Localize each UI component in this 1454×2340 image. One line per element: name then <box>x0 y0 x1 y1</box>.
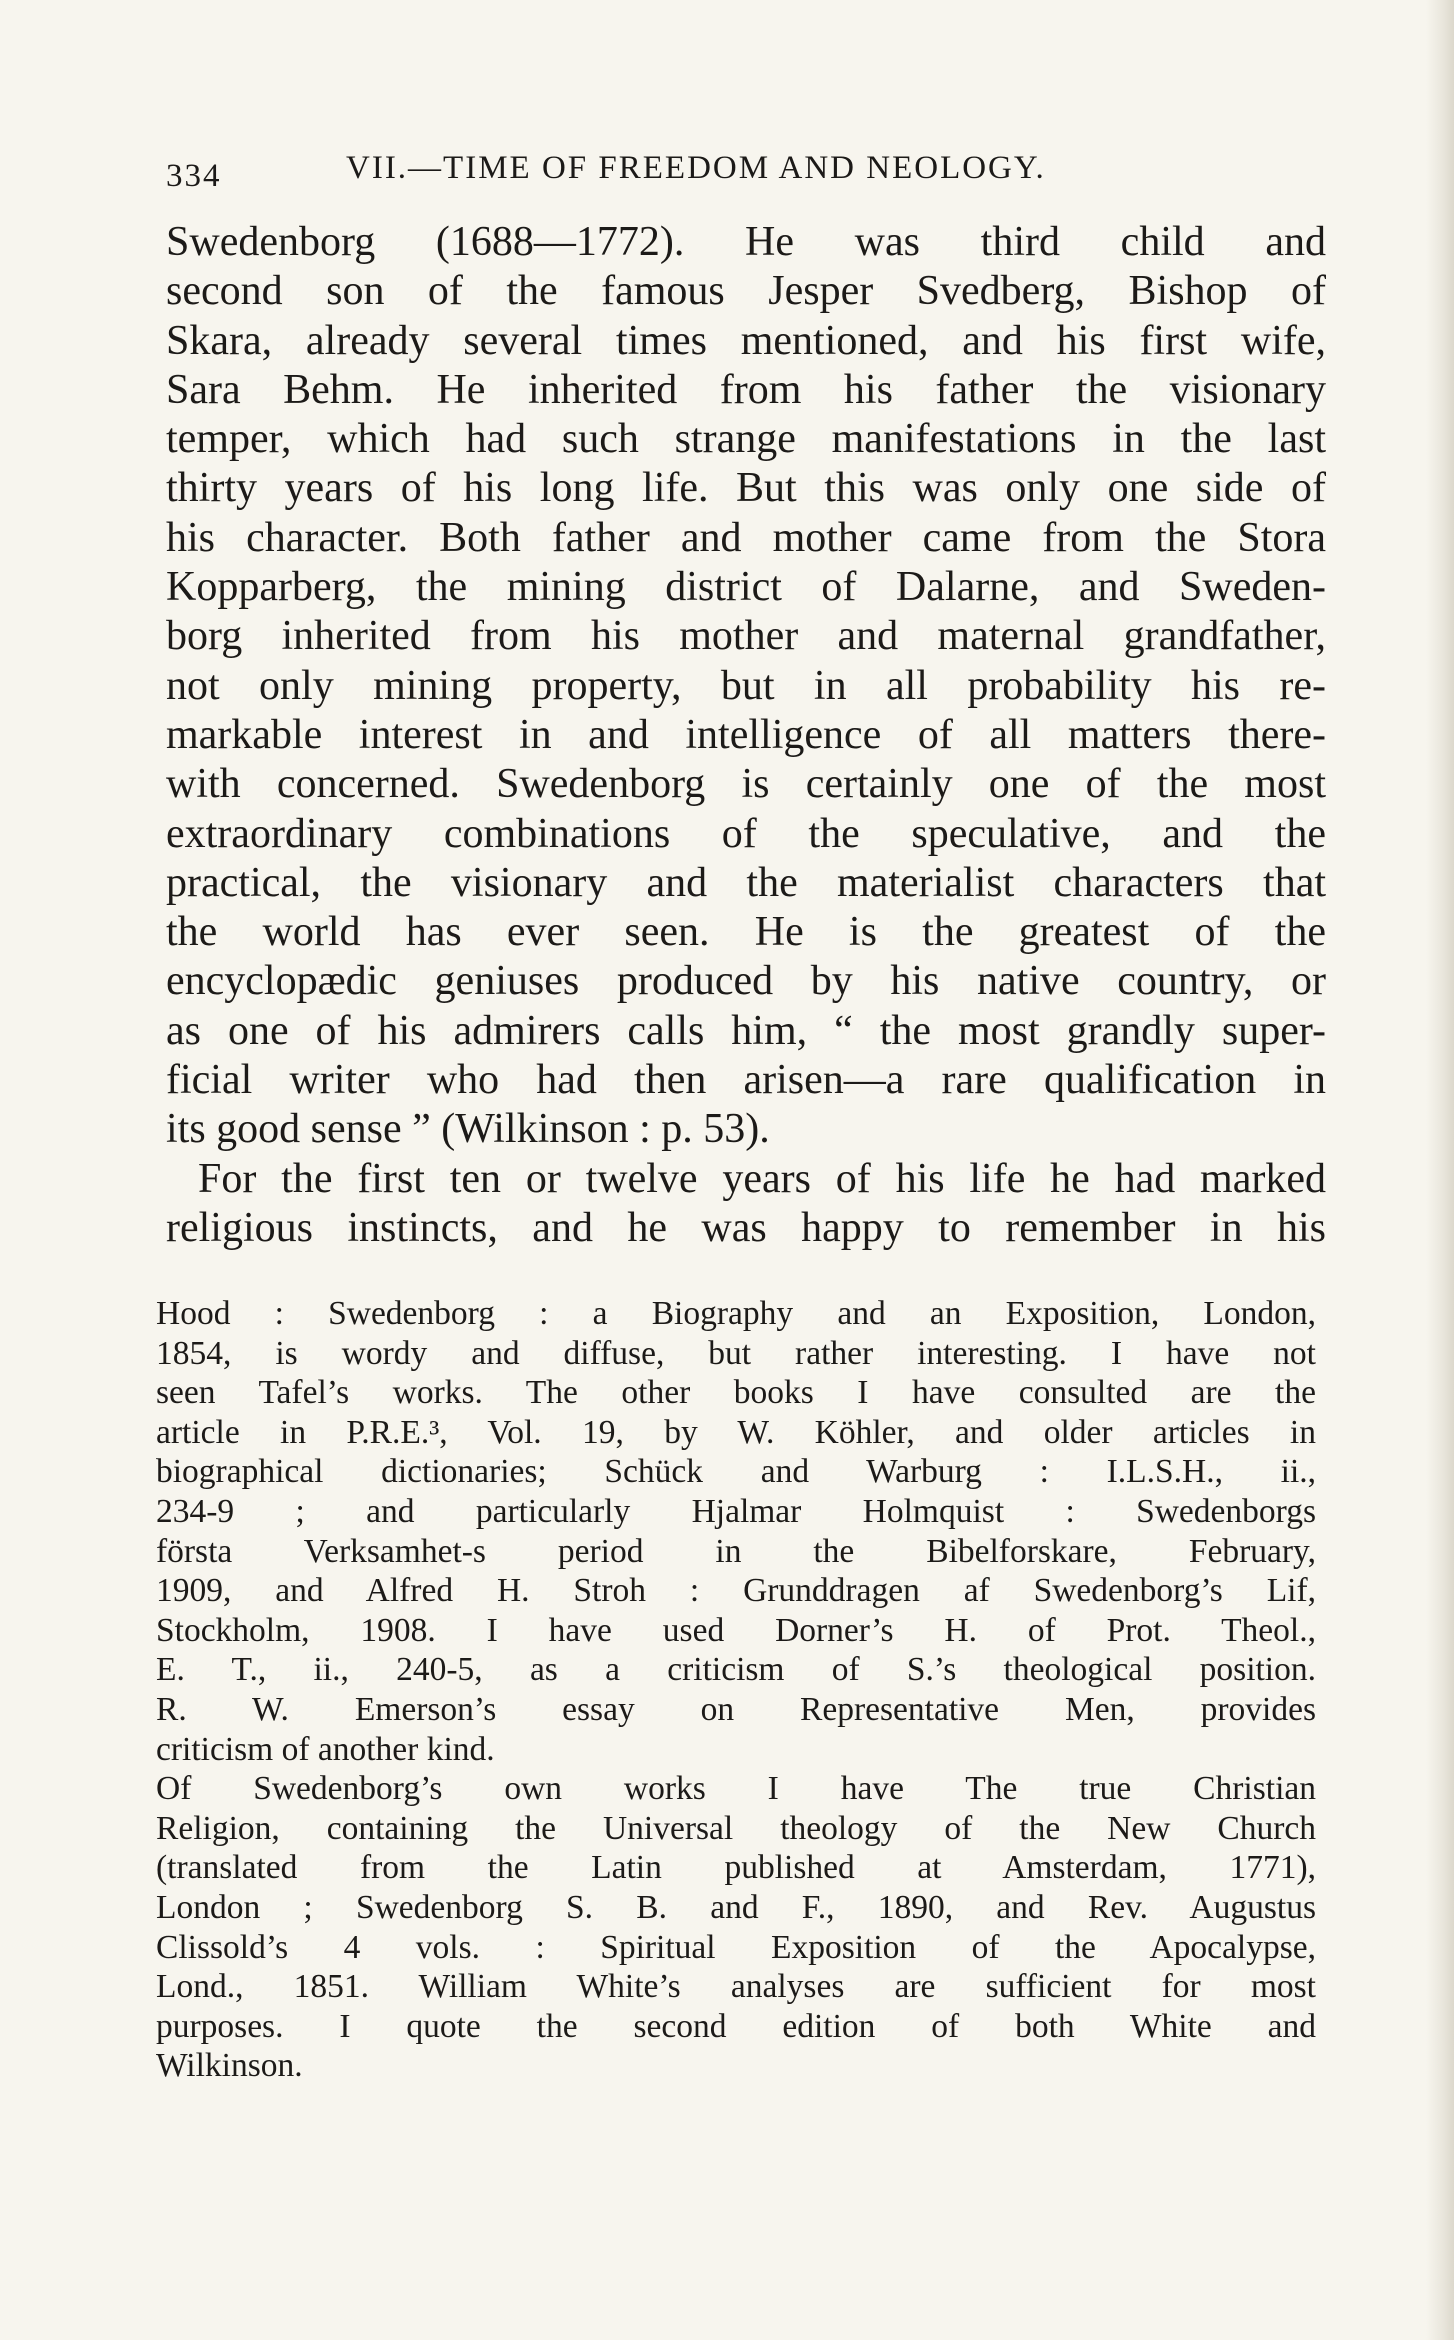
footnote-line: första Verksamhet-s period in the Bibelforskare, February, <box>156 1532 1316 1570</box>
footnote-line: 234-9 ; and particularly Hjalmar Holmquist : Swedenborgs <box>156 1492 1316 1530</box>
body-line: the world has ever seen. He is the greatest of the <box>166 909 1326 956</box>
body-line: Kopparberg, the mining district of Dalarne, and Sweden- <box>166 564 1326 611</box>
footnote-line: (translated from the Latin published at Amsterdam, 1771), <box>156 1849 1316 1887</box>
body-line: markable interest in and intelligence of all matters there- <box>166 711 1326 758</box>
footnote-line: R. W. Emerson’s essay on Representative Men, provides <box>156 1690 1316 1728</box>
footnote-line: London ; Swedenborg S. B. and F., 1890, and Rev. Augustus <box>156 1888 1316 1926</box>
body-line: practical, the visionary and the materialist characters that <box>166 859 1326 906</box>
footnote-line: Stockholm, 1908. I have used Dorner’s H. of Prot. Theol., <box>156 1611 1316 1649</box>
body-line: Skara, already several times mentioned, and his first wife, <box>166 317 1326 364</box>
body-line: temper, which had such strange manifestations in the last <box>166 416 1326 463</box>
footnote-line: 1909, and Alfred H. Stroh : Grunddragen af Swedenborg’s Lif, <box>156 1572 1316 1610</box>
body-line: encyclopædic geniuses produced by his native country, or <box>166 958 1326 1005</box>
body-line: not only mining property, but in all probability his re- <box>166 662 1326 709</box>
body-line: his character. Both father and mother came from the Stora <box>166 514 1326 561</box>
page-number: 334 <box>166 158 222 194</box>
body-line: borg inherited from his mother and maternal grandfather, <box>166 613 1326 660</box>
footnote-line: E. T., ii., 240-5, as a criticism of S.’s theological position. <box>156 1651 1316 1689</box>
body-line: For the first ten or twelve years of his life he had marked <box>198 1155 1326 1202</box>
footnote-line: seen Tafel’s works. The other books I have consulted are the <box>156 1374 1316 1412</box>
footnotes <box>156 1294 1316 2086</box>
body-line: religious instincts, and he was happy to remember in his <box>166 1204 1326 1251</box>
body-line: second son of the famous Jesper Svedberg, Bishop of <box>166 268 1326 315</box>
body-line: as one of his admirers calls him, “ the most grandly super- <box>166 1007 1326 1054</box>
footnote-line: Clissold’s 4 vols. : Spiritual Exposition of the Apocalypse, <box>156 1928 1316 1966</box>
body-text <box>166 218 1326 1253</box>
footnote-line: Religion, containing the Universal theology of the New Church <box>156 1809 1316 1847</box>
footnote-line: Wilkinson. <box>156 2047 303 2085</box>
body-line: its good sense ” (Wilkinson : p. 53). <box>166 1106 770 1153</box>
page-edge <box>1426 0 1454 2340</box>
body-line: thirty years of his long life. But this was only one side of <box>166 465 1326 512</box>
footnote-line: article in P.R.E.³, Vol. 19, by W. Köhler, and older articles in <box>156 1413 1316 1451</box>
page-header <box>166 150 1326 210</box>
footnote-line: biographical dictionaries; Schück and Warburg : I.L.S.H., ii., <box>156 1453 1316 1491</box>
footnote-line: Lond., 1851. William White’s analyses are sufficient for most <box>156 1968 1316 2006</box>
footnote-line: purposes. I quote the second edition of both White and <box>156 2007 1316 2045</box>
footnote-line: 1854, is wordy and diffuse, but rather interesting. I have not <box>156 1334 1316 1372</box>
footnote-line: Of Swedenborg’s own works I have The true Christian <box>156 1770 1316 1808</box>
footnote-line: criticism of another kind. <box>156 1730 495 1768</box>
body-line: Swedenborg (1688—1772). He was third child and <box>166 219 1326 265</box>
body-line: ficial writer who had then arisen—a rare qualification in <box>166 1057 1326 1104</box>
body-line: Sara Behm. He inherited from his father the visionary <box>166 366 1326 413</box>
running-head: VII.—TIME OF FREEDOM AND NEOLOGY. <box>346 150 1046 186</box>
body-line: with concerned. Swedenborg is certainly one of the most <box>166 761 1326 808</box>
body-line: extraordinary combinations of the speculative, and the <box>166 810 1326 857</box>
footnote-line: Hood : Swedenborg : a Biography and an Exposition, London, <box>156 1295 1316 1332</box>
